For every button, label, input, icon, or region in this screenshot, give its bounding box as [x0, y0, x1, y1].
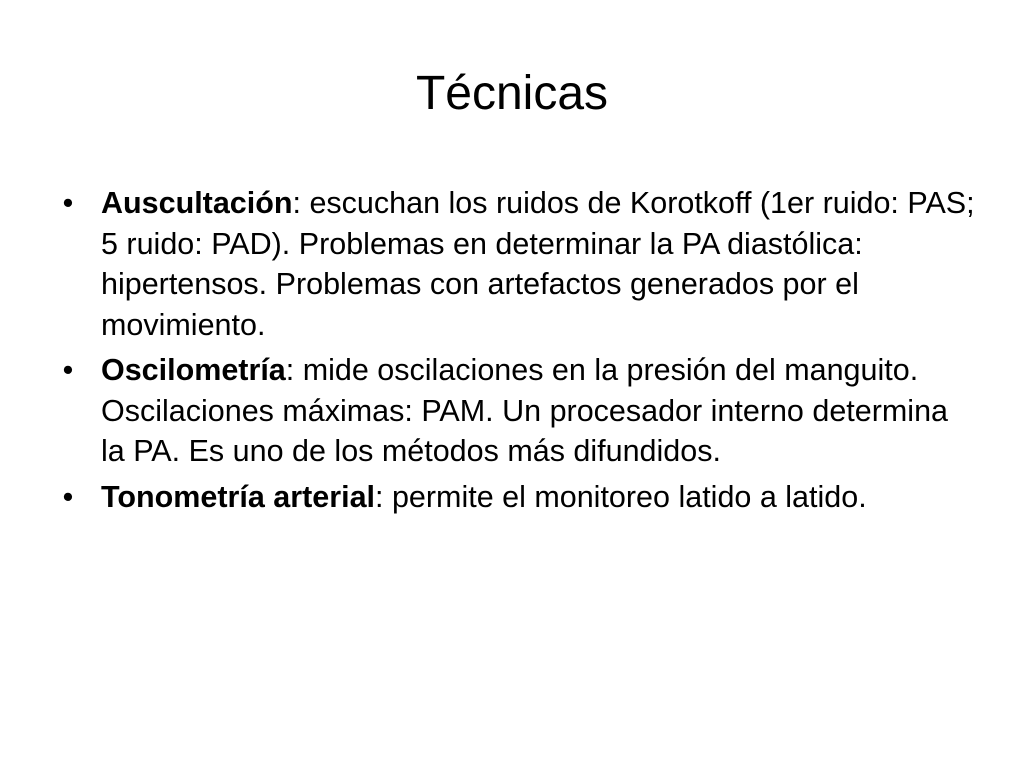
- bullet-text: : mide oscilaciones en la presión del manguito. Oscilaciones máximas: PAM. Un procesador interno determina la PA. Es uno de los métodos más difundidos.: [101, 353, 949, 468]
- bullet-list: [58, 183, 978, 522]
- bullet-item-auscultacion: [58, 183, 978, 345]
- bullet-dot-icon: •: [62, 353, 74, 387]
- bullet-text: : escuchan los ruidos de Korotkoff (1er ruido: PAS; 5 ruido: PAD). Problemas en determinar la PA diastólica: hipertensos. Problemas con artefactos generados por el movimiento.: [101, 186, 975, 342]
- bullet-term: Oscilometría: [101, 353, 286, 387]
- slide-title: Técnicas: [415, 67, 609, 120]
- bullet-term: Tonometría arterial: [101, 479, 376, 514]
- bullet-term: Auscultación: [101, 186, 293, 220]
- bullet-dot-icon: •: [62, 479, 74, 514]
- bullet-item-oscilometria: [58, 350, 978, 472]
- bullet-dot-icon: •: [62, 186, 74, 220]
- bullet-item-tonometria: [58, 477, 978, 518]
- bullet-text: : permite el monitoreo latido a latido.: [375, 479, 867, 514]
